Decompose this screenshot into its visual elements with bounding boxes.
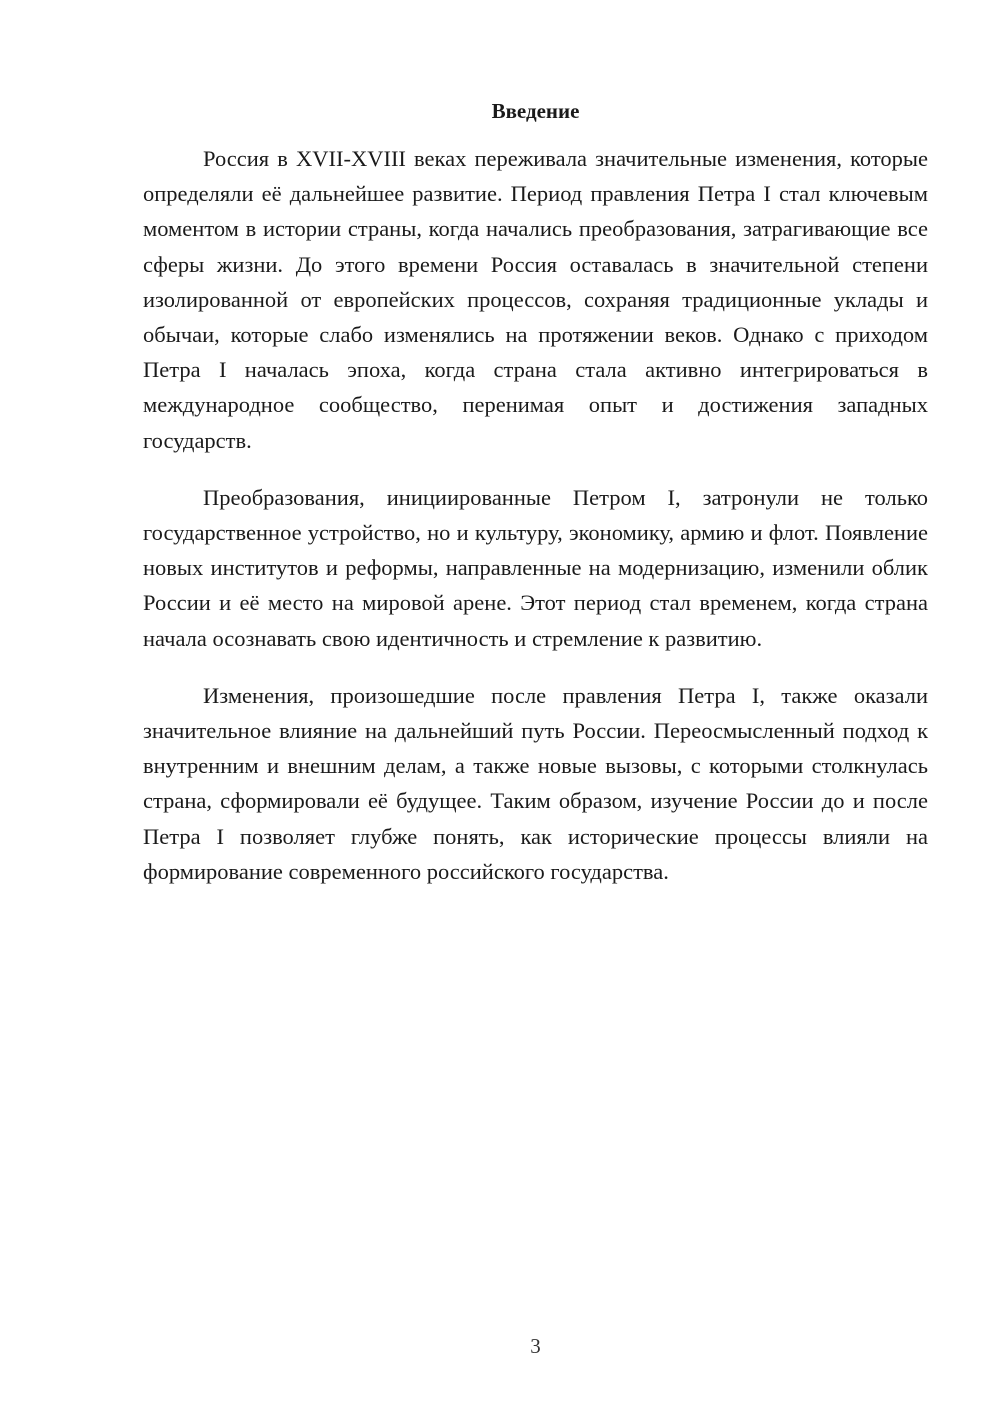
document-body <box>143 141 928 889</box>
paragraph-1: Россия в XVII-XVIII веках переживала значительные изменения, которые определяли её дальнейшее развитие. Период правления Петра I стал ключевым моментом в истории страны, когда начались преобразования, затрагивающие все сферы жизни. До этого времени Россия оставалась в значительной степени изолированной от европейских процессов, сохраняя традиционные уклады и обычаи, которые слабо изменялись на протяжении веков. Однако с приходом Петра I началась эпоха, когда страна стала активно интегрироваться в международное сообщество, перенимая опыт и достижения западных государств. <box>143 146 928 453</box>
paragraph-2: Преобразования, инициированные Петром I, затронули не только государственное устройство, но и культуру, экономику, армию и флот. Появление новых институтов и реформы, направленные на модернизацию, изменили облик России и её место на мировой арене. Этот период стал временем, когда страна начала осознавать свою идентичность и стремление к развитию. <box>143 484 928 651</box>
page-number: 3 <box>530 1334 541 1358</box>
paragraph-3: Изменения, произошедшие после правления Петра I, также оказали значительное влияние на дальнейший путь России. Переосмысленный подход к внутренним и внешним делам, а также новые вызовы, с которыми столкнулась страна, сформировали её будущее. Таким образом, изучение России до и после Петра I позволяет глубже понять, как исторические процессы влияли на формирование современного российского государства. <box>143 682 928 884</box>
page-title: Введение <box>491 99 580 123</box>
